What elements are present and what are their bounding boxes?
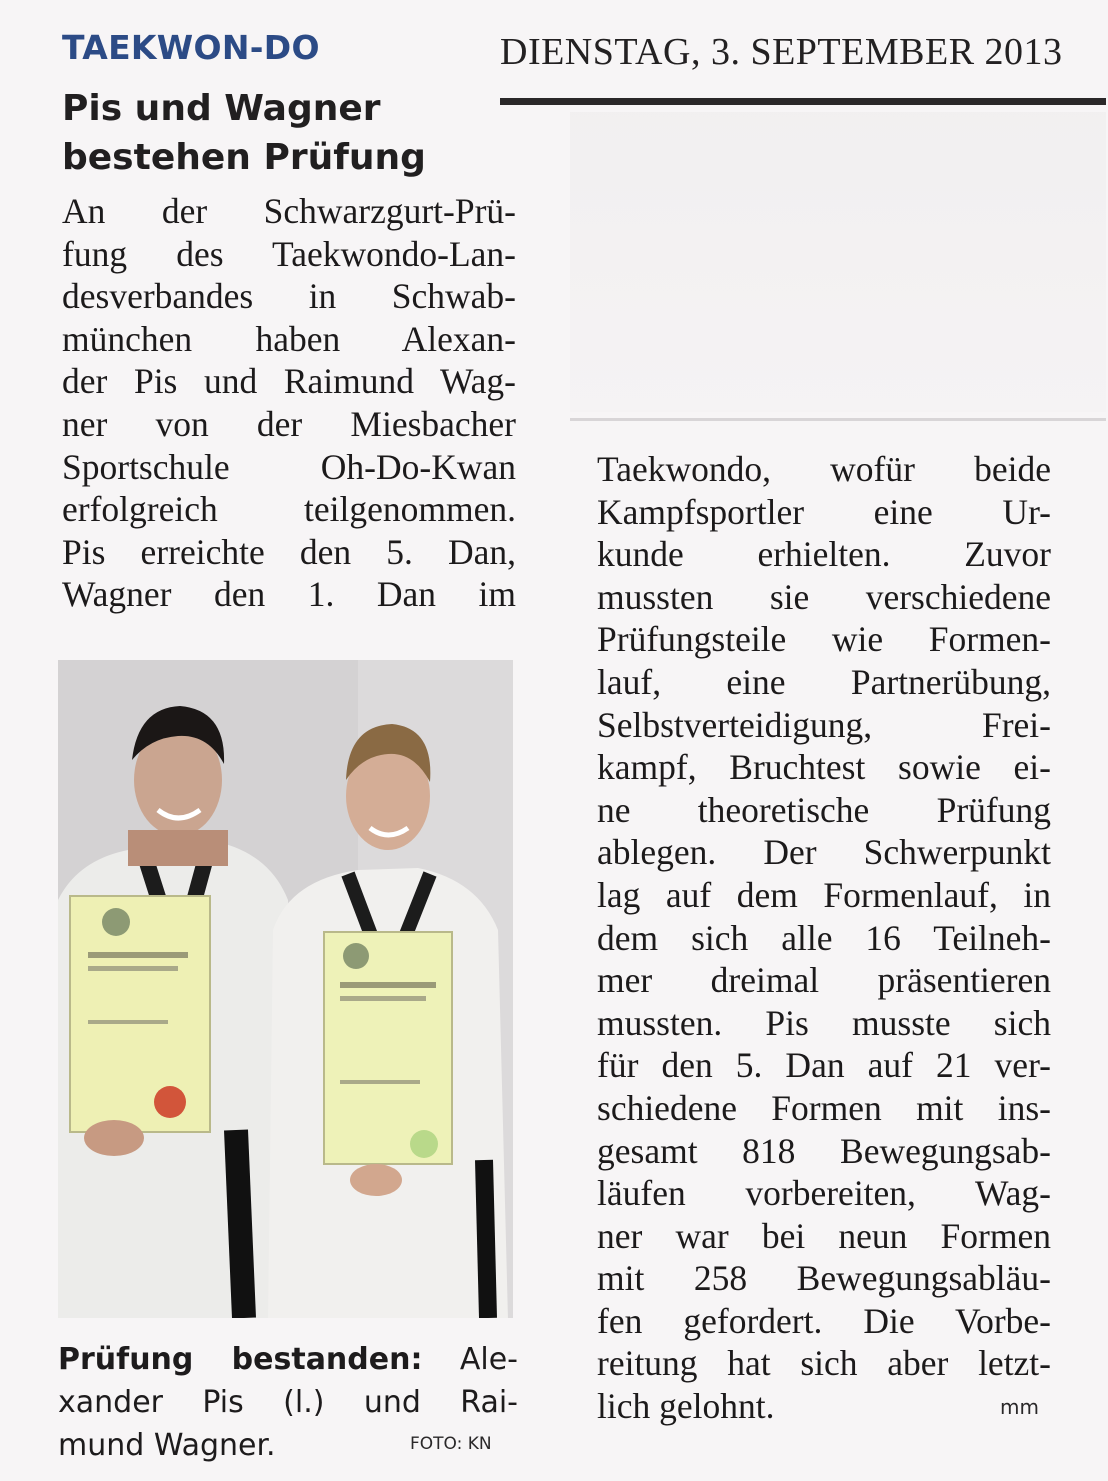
body-line: Selbstverteidigung, Frei-: [597, 704, 1051, 745]
body-line: für den 5. Dan auf 21 ver-: [597, 1045, 1051, 1086]
body-line: desverbandes in Schwab-: [62, 276, 516, 317]
body-line: fung des Taekwondo-Lan-: [62, 233, 516, 274]
photo-illustration: [58, 660, 513, 1318]
issue-date: DIENSTAG, 3. SEPTEMBER 2013: [500, 31, 1063, 73]
body-line: Sportschule Oh-Do-Kwan: [62, 446, 516, 487]
body-line: Pis erreichte den 5. Dan,: [62, 531, 516, 572]
body-line: gesamt 818 Bewegungsab-: [597, 1130, 1051, 1171]
article-column-2: [597, 448, 1051, 1428]
department-label: TAEKWON-DO: [62, 28, 320, 67]
body-line: mussten. Pis musste sich: [597, 1002, 1051, 1043]
article-headline: [62, 84, 502, 182]
body-line: mit 258 Bewegungsabläu-: [597, 1258, 1051, 1299]
body-line: mer dreimal präsentieren: [597, 960, 1051, 1001]
body-line: erfolgreich teilgenommen.: [62, 489, 516, 530]
body-line: kampf, Bruchtest sowie ei-: [597, 747, 1051, 788]
body-line: fen gefordert. Die Vorbe-: [597, 1300, 1051, 1341]
bleed-through-rule: [570, 418, 1106, 421]
body-line: münchen haben Alexan-: [62, 318, 516, 359]
body-line: Taekwondo, wofür beide: [597, 449, 1051, 489]
body-line: Kampfsportler eine Ur-: [597, 491, 1051, 532]
body-line: mussten sie verschiedene: [597, 576, 1051, 617]
body-line: lich gelohnt.: [597, 1386, 775, 1427]
caption-line: xander Pis (l.) und Rai-: [58, 1385, 518, 1420]
caption-line: [58, 1338, 518, 1381]
body-line: kunde erhielten. Zuvor: [597, 534, 1051, 575]
headline-line: Pis und Wagner: [62, 88, 381, 129]
body-line: lag auf dem Formenlauf, in: [597, 874, 1051, 915]
headline-line: bestehen Prüfung: [62, 137, 426, 178]
body-line: ablegen. Der Schwerpunkt: [597, 832, 1051, 873]
body-line: Prüfungsteile wie Formen-: [597, 619, 1051, 660]
body-line: lauf, eine Partnerübung,: [597, 661, 1051, 702]
caption-line: mund Wagner.: [58, 1428, 276, 1463]
bleed-through-area: [570, 112, 1106, 412]
body-line: reitung hat sich aber letzt-: [597, 1343, 1051, 1384]
body-line: Wagner den 1. Dan im: [62, 574, 516, 615]
body-line: dem sich alle 16 Teilneh-: [597, 917, 1051, 958]
body-line: der Pis und Raimund Wag-: [62, 361, 516, 402]
article-column-1: [62, 190, 516, 616]
photo-credit: FOTO: KN: [410, 1434, 492, 1454]
body-line: schiedene Formen mit ins-: [597, 1087, 1051, 1128]
body-line: ne theoretische Prüfung: [597, 789, 1051, 830]
author-signature: mm: [1000, 1395, 1039, 1419]
body-line: läufen vorbereiten, Wag-: [597, 1173, 1051, 1214]
body-line: ner war bei neun Formen: [597, 1215, 1051, 1256]
header-rule: [500, 98, 1106, 105]
body-line: An der Schwarzgurt-Prü-: [62, 191, 516, 231]
caption-text: Ale-: [422, 1342, 518, 1377]
body-line: ner von der Miesbacher: [62, 403, 516, 444]
caption-lead: Prüfung bestanden:: [58, 1342, 423, 1377]
article-photo: [58, 660, 513, 1318]
